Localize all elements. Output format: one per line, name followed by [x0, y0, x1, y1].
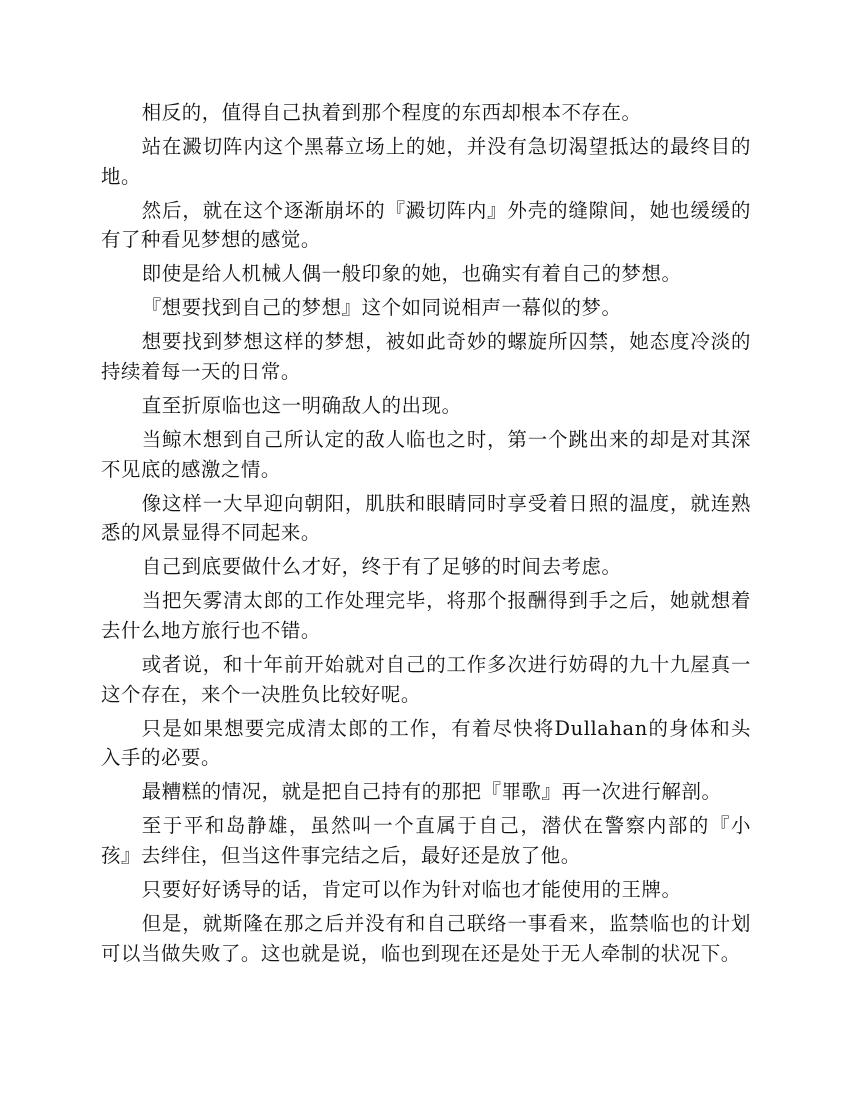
paragraph: 但是，就斯隆在那之后并没有和自己联络一事看来，监禁临也的计划可以当做失败了。这也就是说，临也到现在还是处于无人牵制的状况下。: [101, 912, 751, 965]
paragraph: 『想要找到自己的梦想』这个如同说相声一幕似的梦。: [141, 296, 622, 320]
paragraph: 或者说，和十年前开始就对自己的工作多次进行妨碍的九十九屋真一这个存在，来个一决胜负比较好呢。: [101, 653, 751, 706]
paragraph: 想要找到梦想这样的梦想，被如此奇妙的螺旋所囚禁，她态度冷淡的持续着每一天的日常。: [101, 330, 751, 383]
paragraph: 当鲸木想到自己所认定的敌人临也之时，第一个跳出来的却是对其深不见底的感激之情。: [101, 428, 751, 481]
paragraph: 站在澱切阵内这个黑幕立场上的她，并没有急切渴望抵达的最终目的地。: [101, 135, 751, 188]
paragraph: 然后，就在这个逐渐崩坏的『澱切阵内』外壳的缝隙间，她也缓缓的有了种看见梦想的感觉。: [101, 198, 751, 252]
paragraph: 当把矢雾清太郎的工作处理完毕，将那个报酬得到手之后，她就想着去什么地方旅行也不错。: [101, 589, 751, 642]
paragraph: 只是如果想要完成清太郎的工作，有着尽快将Dullahan的身体和头入手的必要。: [101, 716, 751, 770]
paragraph: 只要好好诱导的话，肯定可以作为针对临也才能使用的王牌。: [141, 877, 682, 901]
paragraph: 像这样一大早迎向朝阳，肌肤和眼睛同时享受着日照的温度，就连熟悉的风景显得不同起来。: [101, 491, 751, 545]
paragraph: 自己到底要做什么才好，终于有了足够的时间去考虑。: [141, 555, 622, 579]
paragraph: 最糟糕的情况，就是把自己持有的那把『罪歌』再一次进行解剖。: [141, 780, 722, 804]
paragraph: 相反的，值得自己执着到那个程度的东西却根本不存在。: [141, 101, 642, 124]
paragraph: 至于平和岛静雄，虽然叫一个直属于自己，潜伏在警察内部的『小孩』去绊住，但当这件事完结之后，最好还是放了他。: [101, 814, 751, 867]
paragraph: 直至折原临也这一明确敌人的出现。: [141, 394, 462, 418]
text-body: [101, 98, 751, 973]
paragraph: 即使是给人机械人偶一般印象的她，也确实有着自己的梦想。: [141, 262, 682, 286]
